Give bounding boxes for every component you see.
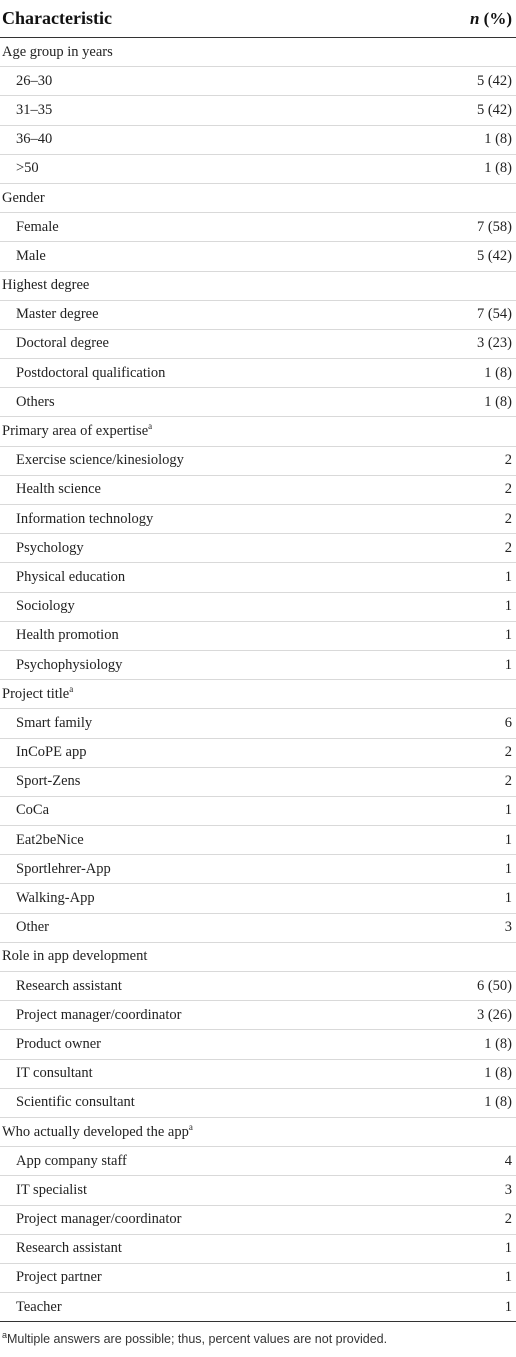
- row-value: 5 (42): [476, 101, 512, 118]
- row-label: [16, 1299, 62, 1316]
- row-value: 1: [504, 568, 512, 585]
- row-label-text: Teacher: [16, 1298, 62, 1315]
- table-row: [0, 155, 516, 184]
- group-header-row: [0, 1118, 516, 1147]
- row-label: [16, 978, 122, 995]
- table-row: [0, 972, 516, 1001]
- table-row: [0, 301, 516, 330]
- row-label: [16, 335, 109, 352]
- header-percent: (%): [483, 8, 512, 28]
- row-label-text: Who actually developed the app: [2, 1123, 189, 1140]
- table-row: [0, 797, 516, 826]
- row-value: 7 (58): [476, 218, 512, 235]
- row-label: [16, 1094, 135, 1111]
- footnote-text: Multiple answers are possible; thus, percent values are not provided.: [7, 1332, 388, 1347]
- row-label-text: CoCa: [16, 802, 50, 819]
- row-value: 3 (23): [476, 335, 512, 352]
- table-footnote: [0, 1322, 516, 1346]
- row-label: [16, 1065, 93, 1082]
- header-characteristic: Characteristic: [2, 8, 112, 28]
- group-header-row: [0, 38, 516, 67]
- row-value: 1: [504, 831, 512, 848]
- row-value: 6: [504, 714, 512, 731]
- group-header-row: [0, 943, 516, 972]
- table-row: [0, 505, 516, 534]
- row-value: 2: [504, 481, 512, 498]
- row-value: 3 (26): [476, 1006, 512, 1023]
- row-label: [16, 160, 39, 177]
- row-label-text: IT consultant: [16, 1065, 93, 1082]
- row-label-text: Research assistant: [16, 1240, 122, 1257]
- row-label-text: Physical education: [16, 568, 126, 585]
- row-label-text: Others: [16, 393, 55, 410]
- row-value: 1: [504, 890, 512, 907]
- row-label-text: App company staff: [16, 1152, 127, 1169]
- table-row: [0, 242, 516, 271]
- row-label: [16, 832, 84, 849]
- table-row: [0, 884, 516, 913]
- table-row: [0, 1176, 516, 1205]
- table-row: [0, 651, 516, 680]
- row-label-text: Role in app development: [2, 948, 148, 965]
- row-label-text: Eat2beNice: [16, 831, 84, 848]
- row-label-text: Research assistant: [16, 977, 122, 994]
- row-label: [16, 919, 49, 936]
- row-label-text: Project manager/coordinator: [16, 1006, 182, 1023]
- header-n: n: [469, 8, 480, 28]
- row-value: 2: [504, 744, 512, 761]
- row-label: [16, 1036, 101, 1053]
- row-value: 2: [504, 539, 512, 556]
- row-label-text: >50: [16, 160, 39, 177]
- row-value: 4: [504, 1152, 512, 1169]
- table-row: [0, 855, 516, 884]
- footnote-marker: a: [69, 683, 74, 694]
- table-row: [0, 359, 516, 388]
- row-label-text: Scientific consultant: [16, 1094, 135, 1111]
- row-label: [2, 423, 152, 440]
- row-label-text: 31–35: [16, 101, 53, 118]
- row-label-text: Product owner: [16, 1035, 101, 1052]
- row-label-text: Postdoctoral qualification: [16, 364, 166, 381]
- row-value: 1 (8): [484, 1065, 512, 1082]
- row-value: 3: [504, 1181, 512, 1198]
- row-label: [16, 511, 153, 528]
- row-label: [16, 715, 92, 732]
- row-label-text: Male: [16, 247, 46, 264]
- group-header-row: [0, 417, 516, 446]
- row-label-text: Age group in years: [2, 43, 113, 60]
- row-label-text: InCoPE app: [16, 744, 87, 761]
- group-header-row: [0, 272, 516, 301]
- row-label-text: Project title: [2, 685, 70, 702]
- row-label-text: Health science: [16, 481, 101, 498]
- table-row: [0, 534, 516, 563]
- row-label: [2, 683, 74, 703]
- row-label-text: Health promotion: [16, 627, 119, 644]
- row-value: 1: [504, 1298, 512, 1315]
- table-row: [0, 1235, 516, 1264]
- row-value: 1: [504, 1240, 512, 1257]
- row-label: [16, 452, 184, 469]
- row-label: [16, 394, 55, 411]
- row-label: [2, 277, 89, 294]
- table-header: [0, 0, 516, 38]
- row-label-text: Sportlehrer-App: [16, 860, 111, 877]
- row-label: [16, 248, 46, 265]
- table-row: [0, 563, 516, 592]
- row-label: [2, 190, 45, 207]
- row-label: [16, 365, 165, 382]
- row-value: 7 (54): [476, 306, 512, 323]
- row-label-text: Gender: [2, 189, 45, 206]
- table-row: [0, 709, 516, 738]
- table-row: [0, 622, 516, 651]
- row-label-text: Exercise science/kinesiology: [16, 452, 184, 469]
- row-value: 5 (42): [476, 72, 512, 89]
- row-label: [16, 598, 75, 615]
- row-label-text: Other: [16, 919, 50, 936]
- row-label-text: 26–30: [16, 72, 53, 89]
- footnote-marker: a: [2, 1330, 8, 1341]
- row-label: [16, 1269, 102, 1286]
- table-row: [0, 1001, 516, 1030]
- footnote-marker: a: [188, 1121, 193, 1132]
- row-label-text: Project partner: [16, 1269, 102, 1286]
- table-row: [0, 1264, 516, 1293]
- row-label: [2, 44, 113, 61]
- row-label-text: Project manager/coordinator: [16, 1211, 182, 1228]
- row-label: [16, 73, 52, 90]
- row-label-text: Highest degree: [2, 277, 90, 294]
- row-label: [16, 131, 52, 148]
- row-value: 2: [504, 452, 512, 469]
- row-value: 5 (42): [476, 247, 512, 264]
- row-value: 1 (8): [484, 1094, 512, 1111]
- table-row: [0, 476, 516, 505]
- row-label: [16, 890, 95, 907]
- row-label: [16, 102, 52, 119]
- header-n-percent: [470, 9, 512, 29]
- row-value: 1 (8): [484, 364, 512, 381]
- row-label-text: Psychophysiology: [16, 656, 123, 673]
- row-label: [16, 481, 101, 498]
- row-label: [16, 1007, 181, 1024]
- row-label: [16, 540, 84, 557]
- row-label: [16, 802, 49, 819]
- table-row: [0, 1206, 516, 1235]
- row-label: [16, 1240, 122, 1257]
- row-label: [16, 1211, 181, 1228]
- row-label: [16, 569, 125, 586]
- row-label-text: Master degree: [16, 306, 99, 323]
- row-label: [16, 744, 86, 761]
- row-value: 2: [504, 510, 512, 527]
- group-header-row: [0, 184, 516, 213]
- row-label: [16, 219, 59, 236]
- row-value: 1: [504, 860, 512, 877]
- table-row: [0, 1089, 516, 1118]
- row-label: [2, 1121, 193, 1141]
- table-row: [0, 447, 516, 476]
- table-row: [0, 1147, 516, 1176]
- row-label: [16, 1182, 87, 1199]
- row-label-text: Doctoral degree: [16, 335, 109, 352]
- row-value: 3: [504, 919, 512, 936]
- row-label-text: Walking-App: [16, 890, 95, 907]
- table-row: [0, 96, 516, 125]
- table-row: [0, 826, 516, 855]
- table-row: [0, 388, 516, 417]
- row-value: 1 (8): [484, 160, 512, 177]
- row-label-text: Female: [16, 218, 59, 235]
- table-row: [0, 330, 516, 359]
- row-label: [16, 861, 111, 878]
- row-label-text: Sociology: [16, 598, 75, 615]
- row-label: [16, 773, 80, 790]
- table-row: [0, 768, 516, 797]
- row-label-text: Smart family: [16, 714, 93, 731]
- group-header-row: [0, 680, 516, 709]
- table-row: [0, 126, 516, 155]
- table-body: [0, 38, 516, 1322]
- table-row: [0, 1060, 516, 1089]
- table-row: [0, 593, 516, 622]
- row-value: 1: [504, 656, 512, 673]
- row-label-text: IT specialist: [16, 1181, 88, 1198]
- table-row: [0, 1293, 516, 1322]
- row-label: [16, 306, 99, 323]
- row-value: 6 (50): [476, 977, 512, 994]
- row-value: 2: [504, 1211, 512, 1228]
- table-row: [0, 914, 516, 943]
- row-label-text: Psychology: [16, 539, 84, 556]
- row-label: [16, 627, 119, 644]
- row-label-text: Information technology: [16, 510, 154, 527]
- row-label-text: 36–40: [16, 131, 53, 148]
- row-value: 1: [504, 598, 512, 615]
- table-row: [0, 67, 516, 96]
- row-value: 1: [504, 1269, 512, 1286]
- table-row: [0, 1030, 516, 1059]
- row-label: [2, 948, 147, 965]
- table-row: [0, 213, 516, 242]
- row-label: [16, 657, 122, 674]
- row-label: [16, 1153, 127, 1170]
- row-label-text: Sport-Zens: [16, 773, 81, 790]
- row-value: 2: [504, 773, 512, 790]
- row-value: 1: [504, 627, 512, 644]
- row-value: 1 (8): [484, 1035, 512, 1052]
- footnote-marker: a: [148, 421, 153, 432]
- row-label-text: Primary area of expertise: [2, 423, 149, 440]
- row-value: 1 (8): [484, 393, 512, 410]
- row-value: 1: [504, 802, 512, 819]
- row-value: 1 (8): [484, 131, 512, 148]
- table-row: [0, 739, 516, 768]
